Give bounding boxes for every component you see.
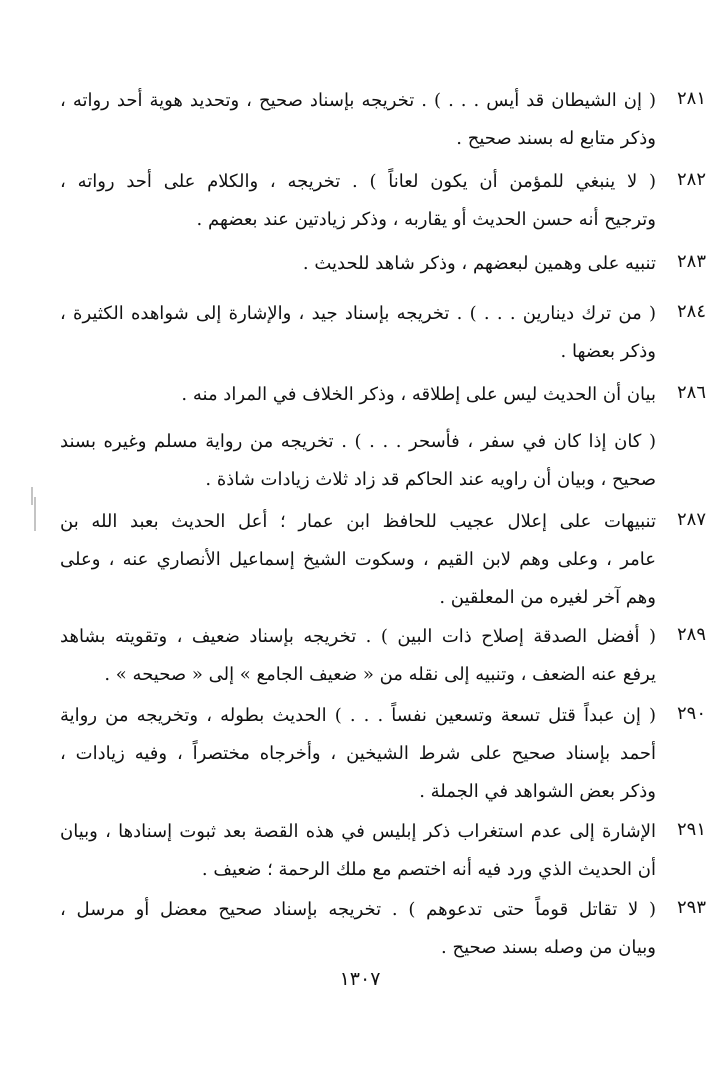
entry-number: ٢٨٩	[676, 624, 706, 645]
index-entry-281	[60, 82, 706, 158]
entry-line: وهم آخر لغيره من المعلقين .	[439, 587, 656, 608]
index-entry-283	[60, 245, 706, 283]
entry-line: ( أفضل الصدقة إصلاح ذات البين ) . تخريجه بإسناد ضعيف ، وتقويته بشاهد	[60, 626, 656, 647]
entry-number: ٢٨١	[676, 88, 706, 109]
entry-line: وذكر بعض الشواهد في الجملة .	[419, 781, 656, 802]
entry-number: ٢٨٤	[676, 301, 706, 322]
entry-number: ٢٨٧	[676, 509, 706, 530]
entry-line: يرفع عنه الضعف ، وتنبيه إلى نقله من « ضعيف الجامع » إلى « صحيحه » .	[104, 664, 656, 685]
entry-line: أن الحديث الذي ورد فيه أنه اختصم مع ملك الرحمة ؛ ضعيف .	[201, 859, 656, 880]
entry-number: ٢٨٣	[676, 251, 706, 272]
index-entry-unnumbered	[60, 423, 656, 499]
entry-line: تنبيهات على إعلال عجيب للحافظ ابن عمار ؛ أعل الحديث بعبد الله بن	[60, 511, 656, 532]
entry-line: تنبيه على وهمين لبعضهم ، وذكر شاهد للحديث .	[302, 253, 656, 274]
entry-line: وذكر متابع له بسند صحيح .	[456, 128, 656, 149]
entry-line: ( لا تقاتل قوماً حتى تدعوهم ) . تخريجه بإسناد صحيح معضل أو مرسل ،	[60, 899, 656, 920]
index-entry-286	[60, 376, 706, 414]
entry-number: ٢٨٢	[676, 169, 706, 190]
entry-number: ٢٩٣	[676, 897, 706, 918]
entry-line: ( إن عبداً قتل تسعة وتسعين نفساً . . . ) الحديث بطوله ، وتخريجه من رواية	[60, 705, 656, 726]
entry-line: ( من ترك دينارين . . . ) . تخريجه بإسناد جيد ، والإشارة إلى شواهده الكثيرة ،	[60, 303, 656, 324]
entry-line: ( لا ينبغي للمؤمن أن يكون لعاناً ) . تخريجه ، والكلام على أحد رواته ،	[60, 171, 656, 192]
margin-pencil-mark	[31, 487, 37, 531]
index-entry-282	[60, 163, 706, 239]
entry-line: أحمد بإسناد صحيح على شرط الشيخين ، وأخرجاه مختصراً ، وفيه زيادات ،	[60, 743, 656, 764]
index-entry-291	[60, 813, 706, 889]
entry-number: ٢٩١	[676, 819, 706, 840]
index-entry-293	[60, 891, 706, 967]
entry-line: ( إن الشيطان قد أيس . . . ) . تخريجه بإسناد صحيح ، وتحديد هوية أحد رواته ،	[60, 90, 656, 111]
index-entry-289	[60, 618, 706, 694]
entry-line: ( كان إذا كان في سفر ، فأسحر . . . ) . تخريجه من رواية مسلم وغيره بسند	[60, 431, 656, 452]
entry-line: عامر ، وعلى وهم لابن القيم ، وسكوت الشيخ إسماعيل الأنصاري عنه ، وعلى	[60, 549, 656, 570]
index-entry-287	[60, 503, 706, 617]
entry-number: ٢٩٠	[676, 703, 706, 724]
page-number: ١٣٠٧	[339, 968, 381, 990]
entry-number: ٢٨٦	[676, 382, 706, 403]
entry-line: بيان أن الحديث ليس على إطلاقه ، وذكر الخلاف في المراد منه .	[181, 384, 656, 405]
entry-line: وترجيح أنه حسن الحديث أو يقاربه ، وذكر زيادتين عند بعضهم .	[196, 209, 656, 230]
entry-line: وبيان من وصله بسند صحيح .	[441, 937, 656, 958]
index-entry-290	[60, 697, 706, 811]
index-entry-284	[60, 295, 706, 371]
entry-line: وذكر بعضها .	[560, 341, 656, 362]
entry-line: الإشارة إلى عدم استغراب ذكر إبليس في هذه القصة بعد ثبوت إسنادها ، وبيان	[60, 821, 656, 842]
entry-line: صحيح ، وبيان أن راويه عند الحاكم قد زاد ثلاث زيادات شاذة .	[205, 469, 656, 490]
